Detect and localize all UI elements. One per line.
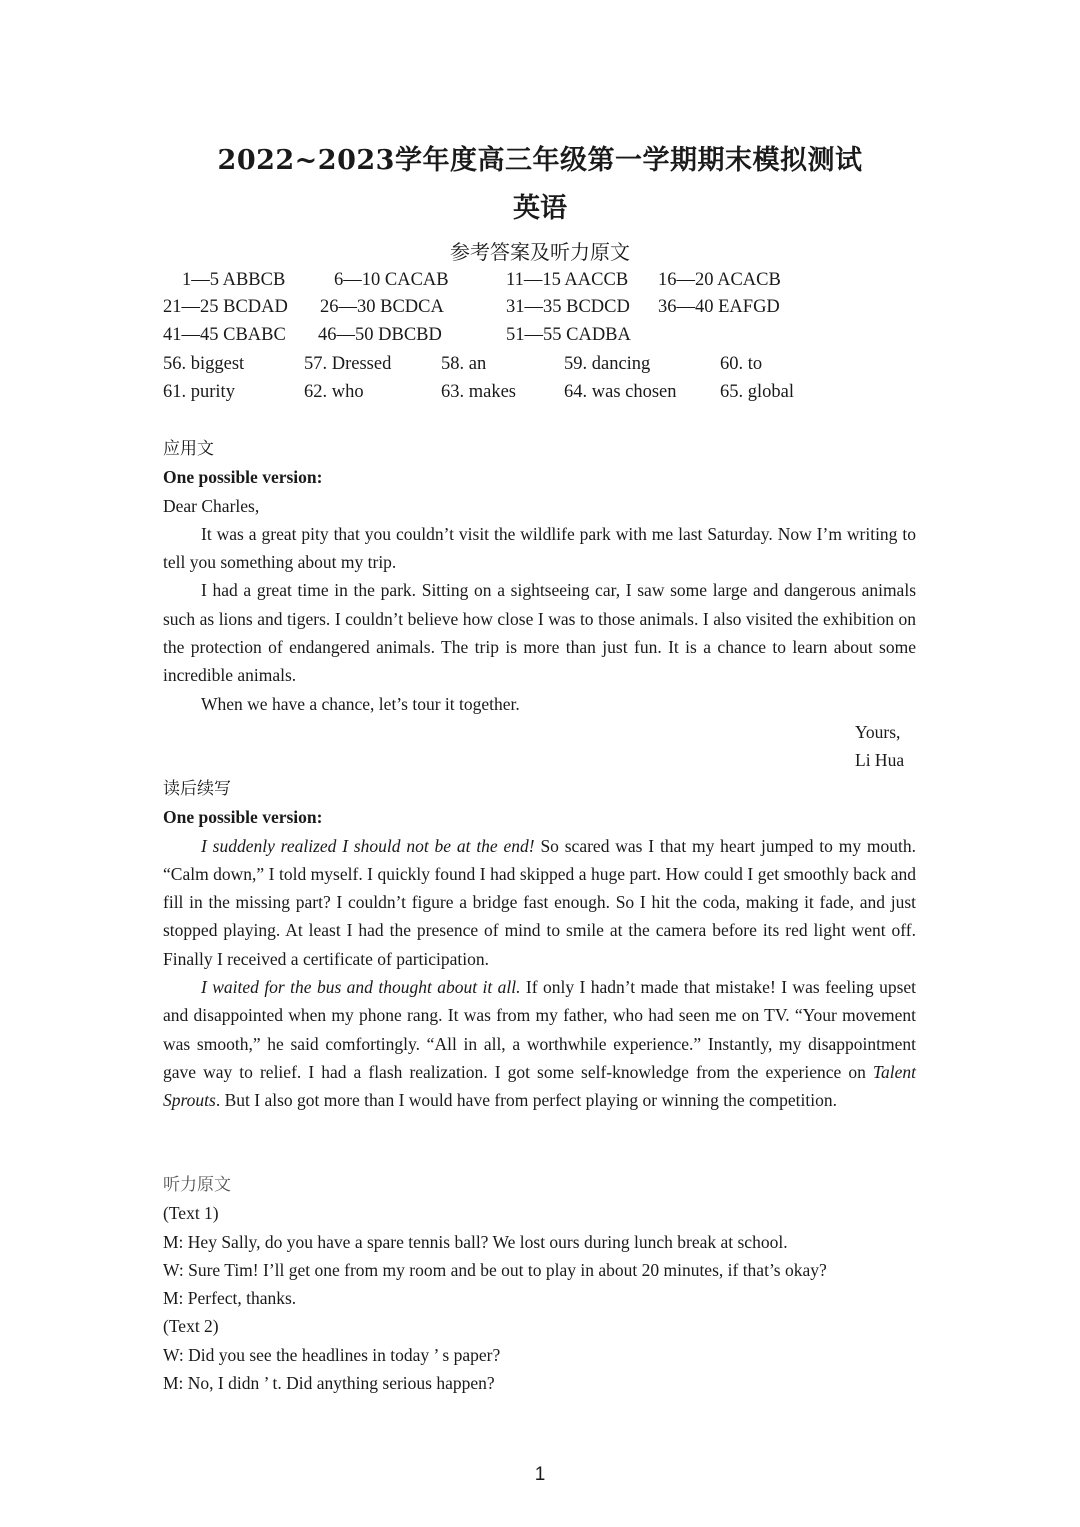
section-label: 读后续写 xyxy=(163,779,231,799)
fill-answer-row xyxy=(0,354,1080,380)
fill-answer: 62. who xyxy=(304,382,364,402)
answer-group: 36—40 EAFGD xyxy=(658,297,780,317)
answer-row xyxy=(0,325,1080,351)
paragraph xyxy=(163,832,916,973)
answer-group: 41—45 CBABC xyxy=(163,325,286,345)
answer-group: 11—15 AACCB xyxy=(506,270,629,290)
fill-answer-row xyxy=(0,382,1080,408)
practical-writing-section xyxy=(163,435,916,775)
answer-group: 26—30 BCDCA xyxy=(320,297,444,317)
paragraph-text: So scared was I that my heart jumped to my mouth. “Calm down,” I told myself. I quickly found I had skipped a huge part. How could I get smoothly back and fill in the missing part? I couldn’t figure a bridge fast enough. So I hit the coda, making it fade, and just stopped playing. At least I had the presence of mind to smile at the camera before its red light went off. Finally I received a certificate of participation. xyxy=(163,835,917,969)
show-title: Talent Sprouts xyxy=(163,1061,916,1111)
answer-group: 21—25 BCDAD xyxy=(163,297,288,317)
transcript-line: M: Hey Sally, do you have a spare tennis ball? We lost ours during lunch break at school. xyxy=(163,1231,788,1252)
subject-title: 英语 xyxy=(513,193,567,224)
closing: Yours, xyxy=(855,721,901,742)
answer-group: 16—20 ACACB xyxy=(658,270,781,290)
fill-answer: 60. to xyxy=(720,354,763,374)
answer-group: 6—10 CACAB xyxy=(334,270,449,290)
answer-row xyxy=(0,297,1080,323)
fill-answer: 58. an xyxy=(441,354,487,374)
section-label: 听力原文 xyxy=(163,1175,231,1195)
paragraph xyxy=(163,973,916,1114)
paragraph-text: If only I hadn’t made that mistake! I was feeling upset and disappointed when my phone rang. It was from my father, who had seen me on TV. “Your movement was smooth,” he said comfortingly. “All in all, a worthwhile experience.” Instantly, my disappointment gave way to relief. I had a flash realization. I got some self-knowledge from the experience on xyxy=(163,977,917,1082)
page-title: 2022~2023学年度高三年级第一学期期末模拟测试 xyxy=(217,145,863,176)
answer-group: 51—55 CADBA xyxy=(506,325,631,345)
paragraph: It was a great pity that you couldn’t visit the wildlife park with me last Saturday. Now I’m writing to tell you something about my trip. xyxy=(163,523,916,573)
transcript-line: M: Perfect, thanks. xyxy=(163,1288,297,1309)
answer-group: 1—5 ABBCB xyxy=(182,270,286,290)
fill-answer: 57. Dressed xyxy=(304,354,392,374)
salutation: Dear Charles, xyxy=(163,495,260,516)
transcript-line: (Text 2) xyxy=(163,1316,219,1337)
version-label: One possible version: xyxy=(163,807,323,828)
fill-answer: 63. makes xyxy=(441,382,517,402)
fill-answer: 61. purity xyxy=(163,382,235,402)
listening-section xyxy=(163,1171,916,1397)
fill-answer: 56. biggest xyxy=(163,354,245,374)
paragraph: I had a great time in the park. Sitting on a sightseeing car, I saw some large and dangerous animals such as lions and tigers. I couldn’t believe how close I was to those animals. I also visited the exhibition on the protection of endangered animals. The trip is more than just fun. It is a chance to learn about some incredible animals. xyxy=(163,580,916,686)
fill-answer: 59. dancing xyxy=(564,354,651,374)
paragraph-text: . But I also got more than I would have from perfect playing or winning the competition. xyxy=(215,1090,837,1111)
version-label: One possible version: xyxy=(163,467,323,488)
page-number: 1 xyxy=(534,1464,546,1485)
fill-answer: 64. was chosen xyxy=(564,382,677,402)
answer-group: 46—50 DBCBD xyxy=(318,325,442,345)
section-label: 应用文 xyxy=(163,439,214,459)
continuation-writing-section xyxy=(163,775,916,1115)
opening-sentence: I waited for the bus and thought about it all. xyxy=(201,977,521,998)
signature: Li Hua xyxy=(855,750,905,771)
paragraph: When we have a chance, let’s tour it together. xyxy=(201,693,520,714)
answers-heading: 参考答案及听力原文 xyxy=(450,240,630,264)
fill-answer: 65. global xyxy=(720,382,794,402)
transcript-line: W: Sure Tim! I’ll get one from my room and be out to play in about 20 minutes, if that’s okay? xyxy=(163,1259,827,1280)
answer-group: 31—35 BCDCD xyxy=(506,297,630,317)
answer-row xyxy=(0,270,1080,296)
transcript-line: (Text 1) xyxy=(163,1203,219,1224)
transcript-line: M: No, I didn ’ t. Did anything serious happen? xyxy=(163,1373,495,1394)
transcript-line: W: Did you see the headlines in today ’ s paper? xyxy=(163,1344,501,1365)
opening-sentence: I suddenly realized I should not be at the end! xyxy=(201,835,535,856)
